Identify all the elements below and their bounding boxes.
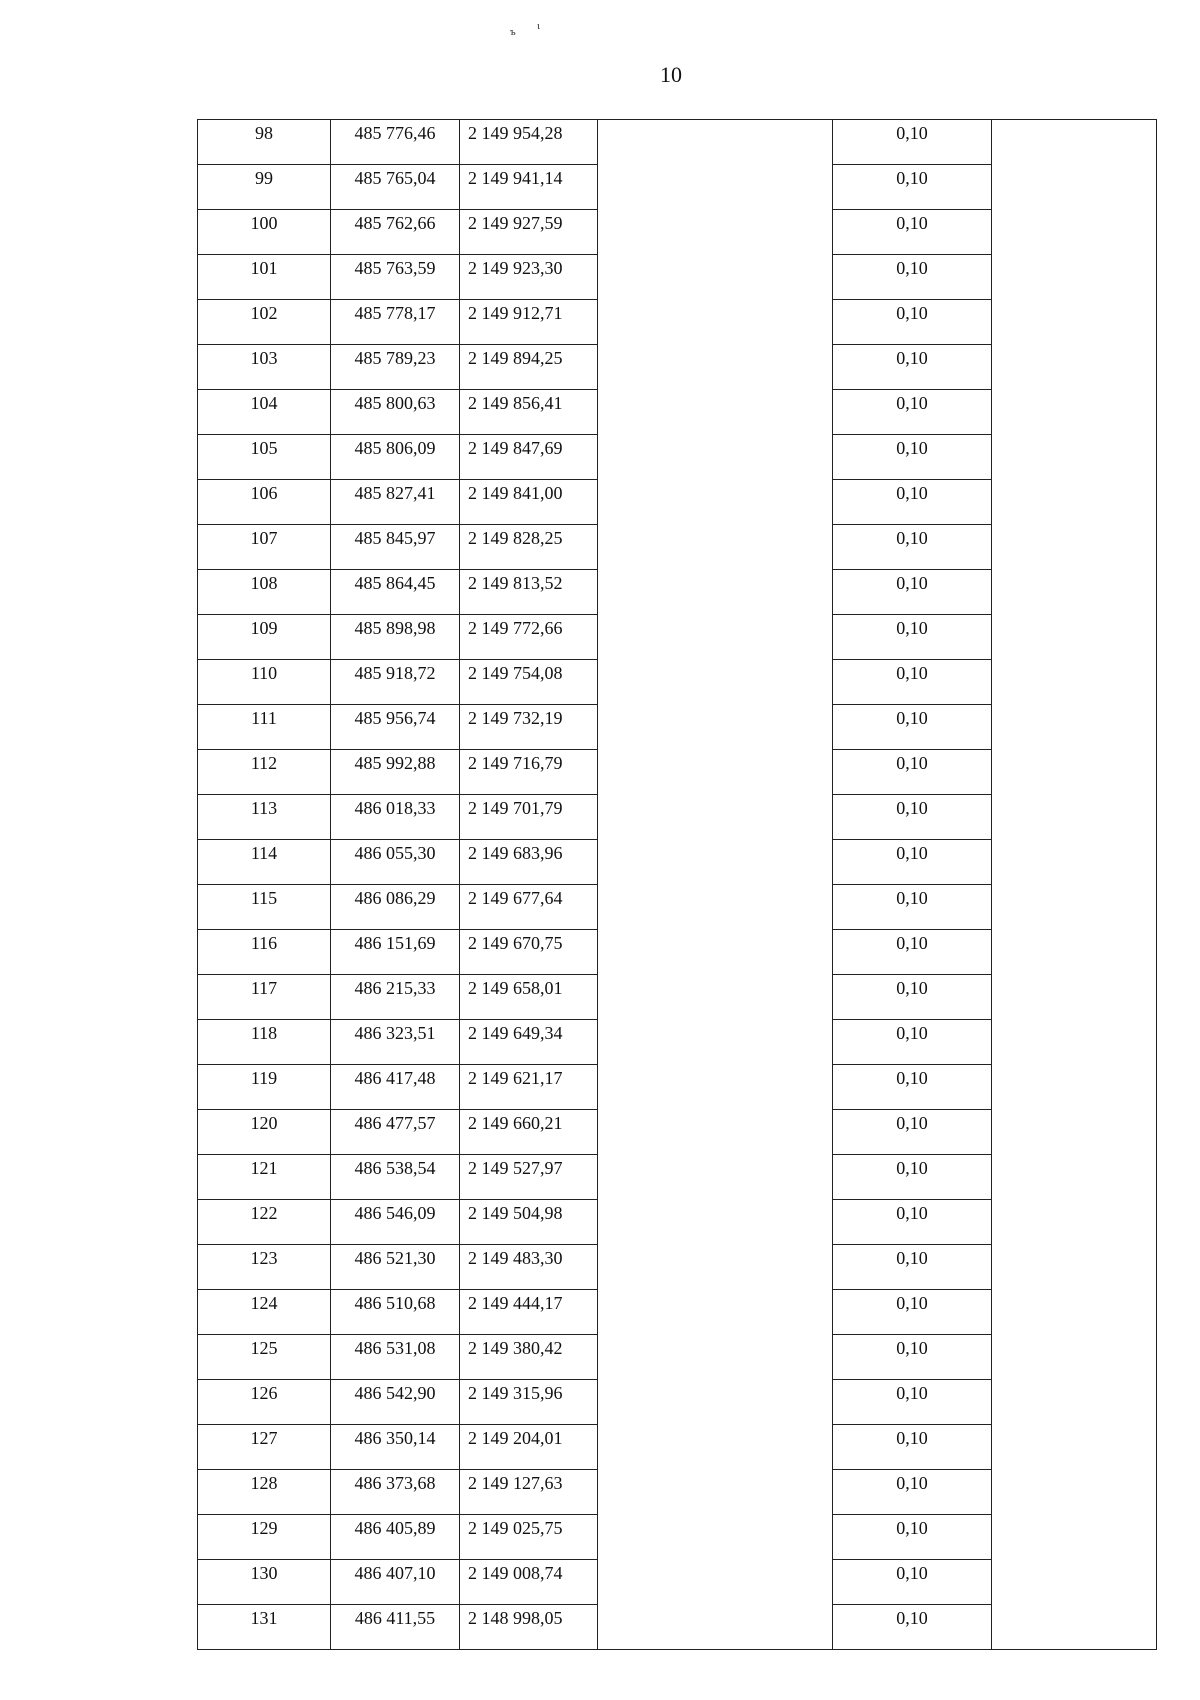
table-row: [198, 1290, 1157, 1335]
table-row: [198, 1065, 1157, 1110]
empty-cell: [992, 570, 1157, 615]
y-coordinate-cell: 2 149 483,30: [460, 1245, 598, 1290]
point-number-cell: 108: [198, 570, 331, 615]
empty-cell: [598, 525, 833, 570]
empty-cell: [598, 1515, 833, 1560]
point-number-cell: 113: [198, 795, 331, 840]
table-row: [198, 1110, 1157, 1155]
x-coordinate-cell: 486 521,30: [331, 1245, 460, 1290]
accuracy-cell: 0,10: [833, 1380, 992, 1425]
y-coordinate-cell: 2 149 660,21: [460, 1110, 598, 1155]
point-number-cell: 99: [198, 165, 331, 210]
accuracy-cell: 0,10: [833, 795, 992, 840]
empty-cell: [992, 1200, 1157, 1245]
x-coordinate-cell: 486 055,30: [331, 840, 460, 885]
accuracy-cell: 0,10: [833, 255, 992, 300]
empty-cell: [992, 795, 1157, 840]
x-coordinate-cell: 485 827,41: [331, 480, 460, 525]
accuracy-cell: 0,10: [833, 435, 992, 480]
y-coordinate-cell: 2 149 772,66: [460, 615, 598, 660]
point-number-cell: 120: [198, 1110, 331, 1155]
empty-cell: [992, 300, 1157, 345]
empty-cell: [598, 615, 833, 660]
point-number-cell: 123: [198, 1245, 331, 1290]
table-row: [198, 1515, 1157, 1560]
point-number-cell: 127: [198, 1425, 331, 1470]
y-coordinate-cell: 2 149 716,79: [460, 750, 598, 795]
x-coordinate-cell: 485 806,09: [331, 435, 460, 480]
table-row: [198, 885, 1157, 930]
x-coordinate-cell: 486 510,68: [331, 1290, 460, 1335]
point-number-cell: 130: [198, 1560, 331, 1605]
accuracy-cell: 0,10: [833, 1425, 992, 1470]
table-row: [198, 435, 1157, 480]
empty-cell: [598, 345, 833, 390]
y-coordinate-cell: 2 149 813,52: [460, 570, 598, 615]
point-number-cell: 110: [198, 660, 331, 705]
point-number-cell: 111: [198, 705, 331, 750]
x-coordinate-cell: 485 765,04: [331, 165, 460, 210]
empty-cell: [598, 1110, 833, 1155]
accuracy-cell: 0,10: [833, 1515, 992, 1560]
x-coordinate-cell: 485 898,98: [331, 615, 460, 660]
point-number-cell: 101: [198, 255, 331, 300]
y-coordinate-cell: 2 149 127,63: [460, 1470, 598, 1515]
accuracy-cell: 0,10: [833, 1605, 992, 1650]
empty-cell: [992, 1335, 1157, 1380]
x-coordinate-cell: 486 086,29: [331, 885, 460, 930]
table-row: [198, 1020, 1157, 1065]
x-coordinate-cell: 485 763,59: [331, 255, 460, 300]
empty-cell: [992, 255, 1157, 300]
y-coordinate-cell: 2 149 204,01: [460, 1425, 598, 1470]
x-coordinate-cell: 485 776,46: [331, 120, 460, 165]
point-number-cell: 103: [198, 345, 331, 390]
accuracy-cell: 0,10: [833, 1290, 992, 1335]
point-number-cell: 117: [198, 975, 331, 1020]
x-coordinate-cell: 486 151,69: [331, 930, 460, 975]
empty-cell: [992, 930, 1157, 975]
empty-cell: [992, 165, 1157, 210]
empty-cell: [598, 705, 833, 750]
accuracy-cell: 0,10: [833, 390, 992, 435]
empty-cell: [598, 795, 833, 840]
x-coordinate-cell: 485 762,66: [331, 210, 460, 255]
x-coordinate-cell: 486 215,33: [331, 975, 460, 1020]
y-coordinate-cell: 2 149 923,30: [460, 255, 598, 300]
x-coordinate-cell: 485 778,17: [331, 300, 460, 345]
empty-cell: [992, 1110, 1157, 1155]
x-coordinate-cell: 486 018,33: [331, 795, 460, 840]
table-row: [198, 255, 1157, 300]
page-number: 10: [660, 62, 682, 87]
accuracy-cell: 0,10: [833, 615, 992, 660]
empty-cell: [598, 435, 833, 480]
point-number-cell: 114: [198, 840, 331, 885]
y-coordinate-cell: 2 149 954,28: [460, 120, 598, 165]
point-number-cell: 129: [198, 1515, 331, 1560]
y-coordinate-cell: 2 149 683,96: [460, 840, 598, 885]
accuracy-cell: 0,10: [833, 1335, 992, 1380]
point-number-cell: 115: [198, 885, 331, 930]
x-coordinate-cell: 486 405,89: [331, 1515, 460, 1560]
table-row: [198, 615, 1157, 660]
y-coordinate-cell: 2 149 315,96: [460, 1380, 598, 1425]
x-coordinate-cell: 486 350,14: [331, 1425, 460, 1470]
accuracy-cell: 0,10: [833, 300, 992, 345]
table-row: [198, 750, 1157, 795]
empty-cell: [598, 1605, 833, 1650]
y-coordinate-cell: 2 149 856,41: [460, 390, 598, 435]
point-number-cell: 128: [198, 1470, 331, 1515]
point-number-cell: 100: [198, 210, 331, 255]
point-number-cell: 104: [198, 390, 331, 435]
accuracy-cell: 0,10: [833, 975, 992, 1020]
accuracy-cell: 0,10: [833, 1110, 992, 1155]
accuracy-cell: 0,10: [833, 750, 992, 795]
empty-cell: [598, 975, 833, 1020]
table-row: [198, 300, 1157, 345]
point-number-cell: 102: [198, 300, 331, 345]
x-coordinate-cell: 485 789,23: [331, 345, 460, 390]
empty-cell: [992, 435, 1157, 480]
accuracy-cell: 0,10: [833, 525, 992, 570]
table-row: [198, 930, 1157, 975]
point-number-cell: 125: [198, 1335, 331, 1380]
x-coordinate-cell: 486 538,54: [331, 1155, 460, 1200]
point-number-cell: 131: [198, 1605, 331, 1650]
empty-cell: [598, 570, 833, 615]
table-row: [198, 1470, 1157, 1515]
empty-cell: [598, 255, 833, 300]
empty-cell: [598, 1245, 833, 1290]
y-coordinate-cell: 2 149 380,42: [460, 1335, 598, 1380]
y-coordinate-cell: 2 149 894,25: [460, 345, 598, 390]
x-coordinate-cell: 486 531,08: [331, 1335, 460, 1380]
accuracy-cell: 0,10: [833, 1155, 992, 1200]
y-coordinate-cell: 2 149 754,08: [460, 660, 598, 705]
table-row: [198, 570, 1157, 615]
point-number-cell: 105: [198, 435, 331, 480]
point-number-cell: 107: [198, 525, 331, 570]
x-coordinate-cell: 486 546,09: [331, 1200, 460, 1245]
empty-cell: [992, 750, 1157, 795]
empty-cell: [992, 1560, 1157, 1605]
y-coordinate-cell: 2 149 527,97: [460, 1155, 598, 1200]
table-row: [198, 975, 1157, 1020]
x-coordinate-cell: 485 864,45: [331, 570, 460, 615]
y-coordinate-cell: 2 149 504,98: [460, 1200, 598, 1245]
empty-cell: [598, 390, 833, 435]
empty-cell: [992, 120, 1157, 165]
accuracy-cell: 0,10: [833, 1200, 992, 1245]
x-coordinate-cell: 486 373,68: [331, 1470, 460, 1515]
empty-cell: [598, 210, 833, 255]
accuracy-cell: 0,10: [833, 480, 992, 525]
y-coordinate-cell: 2 149 927,59: [460, 210, 598, 255]
y-coordinate-cell: 2 149 621,17: [460, 1065, 598, 1110]
x-coordinate-cell: 486 411,55: [331, 1605, 460, 1650]
accuracy-cell: 0,10: [833, 165, 992, 210]
empty-cell: [598, 885, 833, 930]
table-row: [198, 660, 1157, 705]
x-coordinate-cell: 486 417,48: [331, 1065, 460, 1110]
coordinates-table: [197, 119, 1157, 1650]
point-number-cell: 121: [198, 1155, 331, 1200]
point-number-cell: 119: [198, 1065, 331, 1110]
empty-cell: [598, 1290, 833, 1335]
x-coordinate-cell: 485 918,72: [331, 660, 460, 705]
y-coordinate-cell: 2 149 828,25: [460, 525, 598, 570]
y-coordinate-cell: 2 149 677,64: [460, 885, 598, 930]
y-coordinate-cell: 2 149 649,34: [460, 1020, 598, 1065]
table-row: [198, 390, 1157, 435]
empty-cell: [598, 120, 833, 165]
empty-cell: [598, 1425, 833, 1470]
accuracy-cell: 0,10: [833, 1470, 992, 1515]
empty-cell: [992, 1245, 1157, 1290]
empty-cell: [992, 1020, 1157, 1065]
point-number-cell: 124: [198, 1290, 331, 1335]
table-row: [198, 795, 1157, 840]
accuracy-cell: 0,10: [833, 660, 992, 705]
point-number-cell: 106: [198, 480, 331, 525]
empty-cell: [992, 210, 1157, 255]
y-coordinate-cell: 2 149 841,00: [460, 480, 598, 525]
empty-cell: [992, 525, 1157, 570]
y-coordinate-cell: 2 149 732,19: [460, 705, 598, 750]
accuracy-cell: 0,10: [833, 1020, 992, 1065]
table-row: [198, 345, 1157, 390]
empty-cell: [598, 300, 833, 345]
x-coordinate-cell: 485 845,97: [331, 525, 460, 570]
y-coordinate-cell: 2 149 008,74: [460, 1560, 598, 1605]
empty-cell: [598, 1155, 833, 1200]
point-number-cell: 98: [198, 120, 331, 165]
table-row: [198, 1605, 1157, 1650]
table-row: [198, 525, 1157, 570]
empty-cell: [598, 840, 833, 885]
accuracy-cell: 0,10: [833, 1245, 992, 1290]
table-row: [198, 165, 1157, 210]
empty-cell: [992, 345, 1157, 390]
empty-cell: [992, 840, 1157, 885]
table-row: [198, 120, 1157, 165]
empty-cell: [598, 1020, 833, 1065]
accuracy-cell: 0,10: [833, 1560, 992, 1605]
x-coordinate-cell: 485 956,74: [331, 705, 460, 750]
x-coordinate-cell: 486 407,10: [331, 1560, 460, 1605]
scan-speck: ι: [537, 20, 540, 32]
empty-cell: [992, 1065, 1157, 1110]
x-coordinate-cell: 486 542,90: [331, 1380, 460, 1425]
table-row: [198, 480, 1157, 525]
point-number-cell: 122: [198, 1200, 331, 1245]
table-row: [198, 705, 1157, 750]
empty-cell: [598, 1065, 833, 1110]
empty-cell: [598, 1335, 833, 1380]
x-coordinate-cell: 485 992,88: [331, 750, 460, 795]
empty-cell: [598, 750, 833, 795]
table-row: [198, 1335, 1157, 1380]
y-coordinate-cell: 2 149 025,75: [460, 1515, 598, 1560]
empty-cell: [598, 1200, 833, 1245]
empty-cell: [992, 480, 1157, 525]
accuracy-cell: 0,10: [833, 570, 992, 615]
empty-cell: [992, 885, 1157, 930]
empty-cell: [992, 390, 1157, 435]
accuracy-cell: 0,10: [833, 930, 992, 975]
table-row: [198, 1245, 1157, 1290]
empty-cell: [598, 165, 833, 210]
table-row: [198, 1155, 1157, 1200]
accuracy-cell: 0,10: [833, 120, 992, 165]
point-number-cell: 118: [198, 1020, 331, 1065]
accuracy-cell: 0,10: [833, 210, 992, 255]
empty-cell: [598, 1560, 833, 1605]
empty-cell: [598, 480, 833, 525]
accuracy-cell: 0,10: [833, 345, 992, 390]
empty-cell: [992, 1515, 1157, 1560]
y-coordinate-cell: 2 149 941,14: [460, 165, 598, 210]
y-coordinate-cell: 2 148 998,05: [460, 1605, 598, 1650]
accuracy-cell: 0,10: [833, 840, 992, 885]
empty-cell: [992, 660, 1157, 705]
table-row: [198, 1560, 1157, 1605]
empty-cell: [992, 1290, 1157, 1335]
table-row: [198, 840, 1157, 885]
empty-cell: [598, 660, 833, 705]
table-row: [198, 1200, 1157, 1245]
empty-cell: [992, 1425, 1157, 1470]
empty-cell: [992, 1470, 1157, 1515]
empty-cell: [992, 1605, 1157, 1650]
point-number-cell: 116: [198, 930, 331, 975]
point-number-cell: 112: [198, 750, 331, 795]
empty-cell: [992, 615, 1157, 660]
table-row: [198, 1380, 1157, 1425]
empty-cell: [992, 1380, 1157, 1425]
y-coordinate-cell: 2 149 847,69: [460, 435, 598, 480]
empty-cell: [992, 705, 1157, 750]
y-coordinate-cell: 2 149 670,75: [460, 930, 598, 975]
point-number-cell: 126: [198, 1380, 331, 1425]
x-coordinate-cell: 486 323,51: [331, 1020, 460, 1065]
table-row: [198, 1425, 1157, 1470]
empty-cell: [992, 975, 1157, 1020]
accuracy-cell: 0,10: [833, 1065, 992, 1110]
accuracy-cell: 0,10: [833, 705, 992, 750]
y-coordinate-cell: 2 149 658,01: [460, 975, 598, 1020]
scan-speck: ъ: [510, 26, 516, 38]
empty-cell: [992, 1155, 1157, 1200]
empty-cell: [598, 1470, 833, 1515]
point-number-cell: 109: [198, 615, 331, 660]
empty-cell: [598, 1380, 833, 1425]
accuracy-cell: 0,10: [833, 885, 992, 930]
y-coordinate-cell: 2 149 701,79: [460, 795, 598, 840]
table-row: [198, 210, 1157, 255]
x-coordinate-cell: 485 800,63: [331, 390, 460, 435]
y-coordinate-cell: 2 149 444,17: [460, 1290, 598, 1335]
x-coordinate-cell: 486 477,57: [331, 1110, 460, 1155]
empty-cell: [598, 930, 833, 975]
y-coordinate-cell: 2 149 912,71: [460, 300, 598, 345]
